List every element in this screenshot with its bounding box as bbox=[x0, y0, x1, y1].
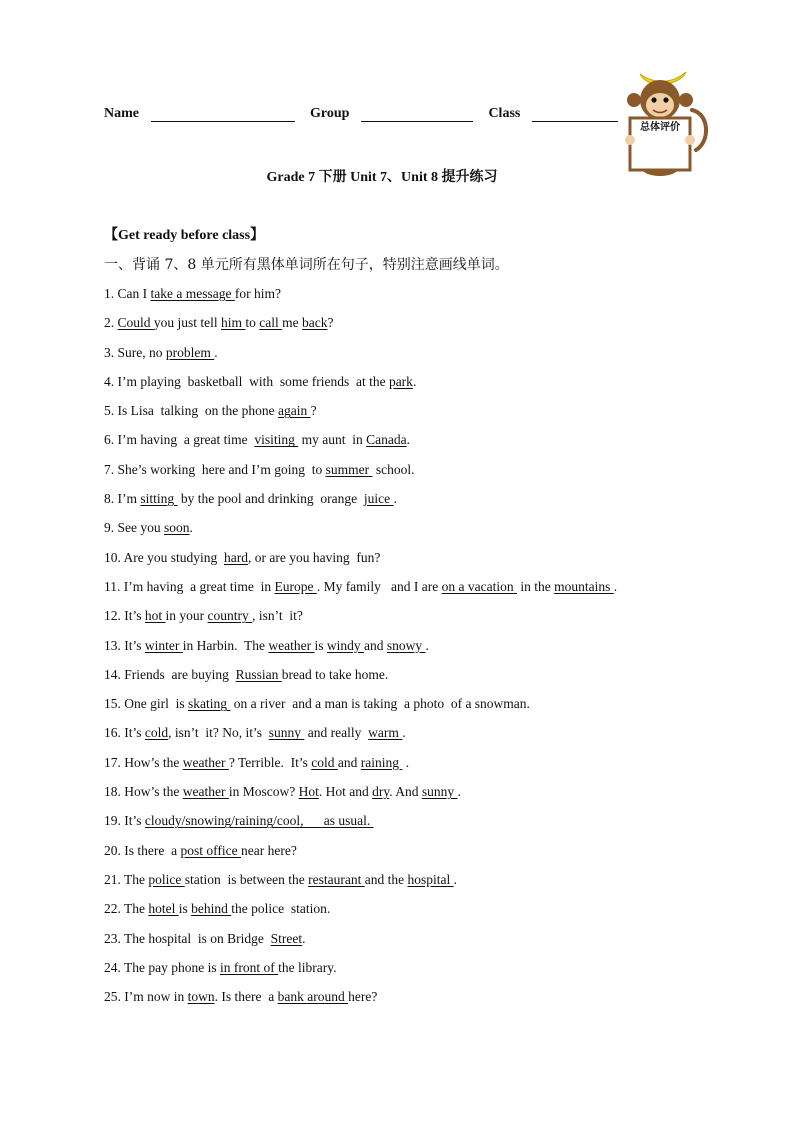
underlined-word: town bbox=[187, 989, 215, 1005]
sentence-text: ? bbox=[327, 315, 334, 331]
underlined-word: visiting bbox=[254, 432, 299, 448]
sentence-text: 10. Are you studying bbox=[104, 549, 224, 565]
group-field[interactable] bbox=[361, 106, 473, 122]
section-heading: 【Get ready before class】 bbox=[104, 228, 265, 243]
sentence-text: . bbox=[457, 784, 461, 800]
sentence-line bbox=[104, 870, 617, 899]
class-field[interactable] bbox=[532, 106, 618, 122]
sentence-text: . bbox=[302, 930, 306, 946]
sentence-text: the police station. bbox=[231, 901, 331, 917]
sentence-line bbox=[104, 489, 617, 518]
underlined-word: in front of bbox=[219, 959, 279, 975]
sentence-text: 9. See you bbox=[104, 520, 164, 536]
underlined-word: hotel bbox=[148, 901, 179, 917]
mascot-sign-text: 总体评价 bbox=[640, 122, 680, 133]
underlined-word: on a vacation bbox=[441, 578, 518, 594]
sentence-line bbox=[104, 372, 617, 401]
sentence-text: 12. It’s bbox=[104, 608, 145, 624]
sentence-line bbox=[104, 899, 617, 928]
underlined-word: raining bbox=[360, 754, 403, 770]
sentence-line bbox=[104, 723, 617, 752]
sentence-text: 6. I’m having a great time bbox=[104, 432, 255, 448]
underlined-word: Street bbox=[270, 930, 303, 946]
sentence-text: in Moscow? bbox=[228, 784, 299, 800]
sentence-text: in your bbox=[165, 608, 208, 624]
worksheet-title bbox=[0, 166, 794, 186]
underlined-word: take a message bbox=[150, 286, 235, 301]
underlined-word: problem bbox=[165, 344, 215, 360]
sentence-text: . Hot and bbox=[318, 784, 373, 800]
underlined-word: cloudy/snowing/raining/cool, as usual. bbox=[144, 813, 374, 829]
underlined-word: sunny bbox=[268, 725, 305, 741]
sentence-text: , or are you having fun? bbox=[248, 549, 381, 565]
sentence-line bbox=[104, 987, 617, 1016]
sentence-text: . bbox=[402, 754, 410, 770]
sentence-text: 17. How’s the bbox=[104, 754, 183, 770]
sentence-text: . bbox=[393, 491, 397, 507]
sentence-text: 5. Is Lisa talking on the phone bbox=[104, 403, 278, 419]
underlined-word: winter bbox=[144, 637, 183, 653]
sentence-line bbox=[104, 606, 617, 635]
sentence-text: , isn’t it? bbox=[252, 608, 303, 624]
underlined-word: dry bbox=[372, 784, 390, 800]
sentence-text: . bbox=[453, 871, 457, 887]
sentence-text: 18. How’s the bbox=[104, 784, 183, 800]
sentence-text: the library. bbox=[278, 959, 337, 975]
underlined-word: skating bbox=[188, 696, 231, 712]
sentence-text: . bbox=[402, 725, 406, 741]
sentence-text: you just tell bbox=[153, 315, 222, 331]
sentence-text: 16. It’s bbox=[104, 725, 145, 741]
sentence-text: and the bbox=[364, 871, 408, 887]
underlined-word: him bbox=[221, 315, 246, 331]
sentence-text: 13. It’s bbox=[104, 637, 145, 653]
underlined-word: again bbox=[277, 403, 311, 419]
sentence-text: 14. Friends are buying bbox=[104, 666, 236, 682]
sentence-text: 19. It’s bbox=[104, 813, 145, 829]
sentence-text: 21. The bbox=[104, 871, 149, 887]
underlined-word: weather bbox=[182, 784, 229, 800]
sentence-line bbox=[104, 636, 617, 665]
group-label: Group bbox=[310, 106, 350, 121]
sentence-text: on a river and a man is taking a photo of a snowman. bbox=[230, 696, 530, 712]
sentence-text: and really bbox=[304, 725, 369, 741]
name-label: Name bbox=[104, 106, 139, 121]
sentence-text: 20. Is there a bbox=[104, 842, 181, 858]
sentence-text: 11. I’m having a great time in bbox=[104, 578, 275, 594]
sentence-line bbox=[104, 665, 617, 694]
underlined-word: mountains bbox=[554, 578, 614, 594]
sentence-line bbox=[104, 460, 617, 489]
sentence-text: . bbox=[412, 373, 417, 389]
sentence-text: and bbox=[364, 637, 387, 653]
underlined-word: cold bbox=[144, 725, 169, 741]
name-field[interactable] bbox=[151, 106, 295, 122]
sentence-text: station is between the bbox=[184, 871, 309, 887]
sentence-text: . And bbox=[389, 784, 422, 800]
sentence-text: . Is there a bbox=[214, 989, 278, 1005]
sentence-text: . bbox=[189, 520, 193, 536]
underlined-word: Canada bbox=[366, 432, 407, 448]
sentence-text: me bbox=[282, 315, 303, 331]
class-label: Class bbox=[488, 106, 521, 121]
underlined-word: hospital bbox=[407, 871, 454, 887]
underlined-word: call bbox=[259, 315, 283, 331]
underlined-word: sunny bbox=[421, 784, 458, 800]
sentence-line bbox=[104, 313, 617, 342]
sentence-text: 25. I’m now in bbox=[104, 989, 188, 1005]
underlined-word: Could bbox=[117, 315, 154, 331]
sentence-line bbox=[104, 401, 617, 430]
underlined-word: bank around bbox=[277, 989, 349, 1005]
sentence-line bbox=[104, 518, 617, 547]
student-info-row bbox=[104, 106, 630, 122]
underlined-word: snowy bbox=[386, 637, 426, 653]
sentence-text: . My family and I are bbox=[316, 578, 442, 594]
sentence-text: in the bbox=[517, 578, 555, 594]
underlined-word: Russian bbox=[235, 666, 282, 682]
sentence-text: in Harbin. The bbox=[182, 637, 269, 653]
sentence-text: ? Terrible. It’s bbox=[228, 754, 312, 770]
sentence-text: 3. Sure, no bbox=[104, 344, 166, 360]
underlined-word: juice bbox=[363, 491, 394, 507]
sentence-text: to bbox=[245, 315, 260, 331]
sentence-text: 1. Can I bbox=[104, 286, 151, 301]
underlined-word: Hot bbox=[298, 784, 319, 800]
underlined-word: restaurant bbox=[308, 871, 365, 887]
sentence-line bbox=[104, 841, 617, 870]
sentence-text: my aunt in bbox=[298, 432, 367, 448]
underlined-word: summer bbox=[325, 461, 373, 477]
sentence-line bbox=[104, 694, 617, 723]
sentence-line bbox=[104, 430, 617, 459]
sentence-text: . bbox=[425, 637, 429, 653]
underlined-word: back bbox=[302, 315, 328, 331]
sentence-text: , isn’t it? No, it’s bbox=[168, 725, 269, 741]
sentence-text: . bbox=[406, 432, 410, 448]
sentence-line bbox=[104, 782, 617, 811]
sentence-text: for him? bbox=[234, 286, 281, 301]
sentence-text: 4. I’m playing basketball with some friends at the bbox=[104, 373, 389, 389]
sentence-text: ? bbox=[310, 403, 317, 419]
sentence-text: . bbox=[214, 344, 218, 360]
sentence-text: 7. She’s working here and I’m going to bbox=[104, 461, 326, 477]
title-text: Grade 7 下册 Unit 7、Unit 8 提升练习 bbox=[266, 170, 498, 185]
underlined-word: weather bbox=[268, 637, 315, 653]
underlined-word: country bbox=[207, 608, 253, 624]
underlined-word: Europe bbox=[274, 578, 317, 594]
sentence-text: 22. The bbox=[104, 901, 149, 917]
sentence-text: 2. bbox=[104, 315, 118, 331]
sentence-list bbox=[104, 284, 617, 1016]
sentence-text: school. bbox=[372, 461, 415, 477]
underlined-word: soon bbox=[164, 520, 190, 536]
sentence-line bbox=[104, 811, 617, 840]
sentence-line bbox=[104, 929, 617, 958]
underlined-word: post office bbox=[180, 842, 241, 858]
sentence-line bbox=[104, 284, 617, 313]
sentence-text: 23. The hospital is on Bridge bbox=[104, 930, 271, 946]
sentence-line bbox=[104, 548, 617, 577]
sentence-text: 15. One girl is bbox=[104, 696, 188, 712]
sentence-text: and bbox=[337, 754, 361, 770]
sentence-line bbox=[104, 958, 617, 987]
underlined-word: hard bbox=[224, 549, 248, 565]
underlined-word: weather bbox=[182, 754, 229, 770]
sentence-line bbox=[104, 577, 617, 606]
sentence-text: 8. I’m bbox=[104, 491, 141, 507]
underlined-word: behind bbox=[191, 901, 232, 917]
underlined-word: hot bbox=[144, 608, 166, 624]
sentence-text: here? bbox=[348, 989, 378, 1005]
sentence-text: 24. The pay phone is bbox=[104, 959, 220, 975]
sentence-line bbox=[104, 343, 617, 372]
underlined-word: warm bbox=[368, 725, 403, 741]
sentence-text: bread to take home. bbox=[281, 666, 389, 682]
underlined-word: windy bbox=[326, 637, 364, 653]
sentence-text: . bbox=[613, 578, 618, 594]
sentence-text: by the pool and drinking orange bbox=[177, 491, 364, 507]
underlined-word: cold bbox=[311, 754, 338, 770]
sentence-text: near here? bbox=[240, 842, 297, 858]
underlined-word: park bbox=[388, 373, 413, 389]
underlined-word: sitting bbox=[140, 491, 178, 507]
sentence-line bbox=[104, 753, 617, 782]
sentence-text: is bbox=[314, 637, 327, 653]
instruction-text: 一、背诵 7、8 单元所有黑体单词所在句子，特别注意画线单词。 bbox=[104, 257, 509, 273]
underlined-word: police bbox=[148, 871, 185, 887]
sentence-text: is bbox=[178, 901, 192, 917]
